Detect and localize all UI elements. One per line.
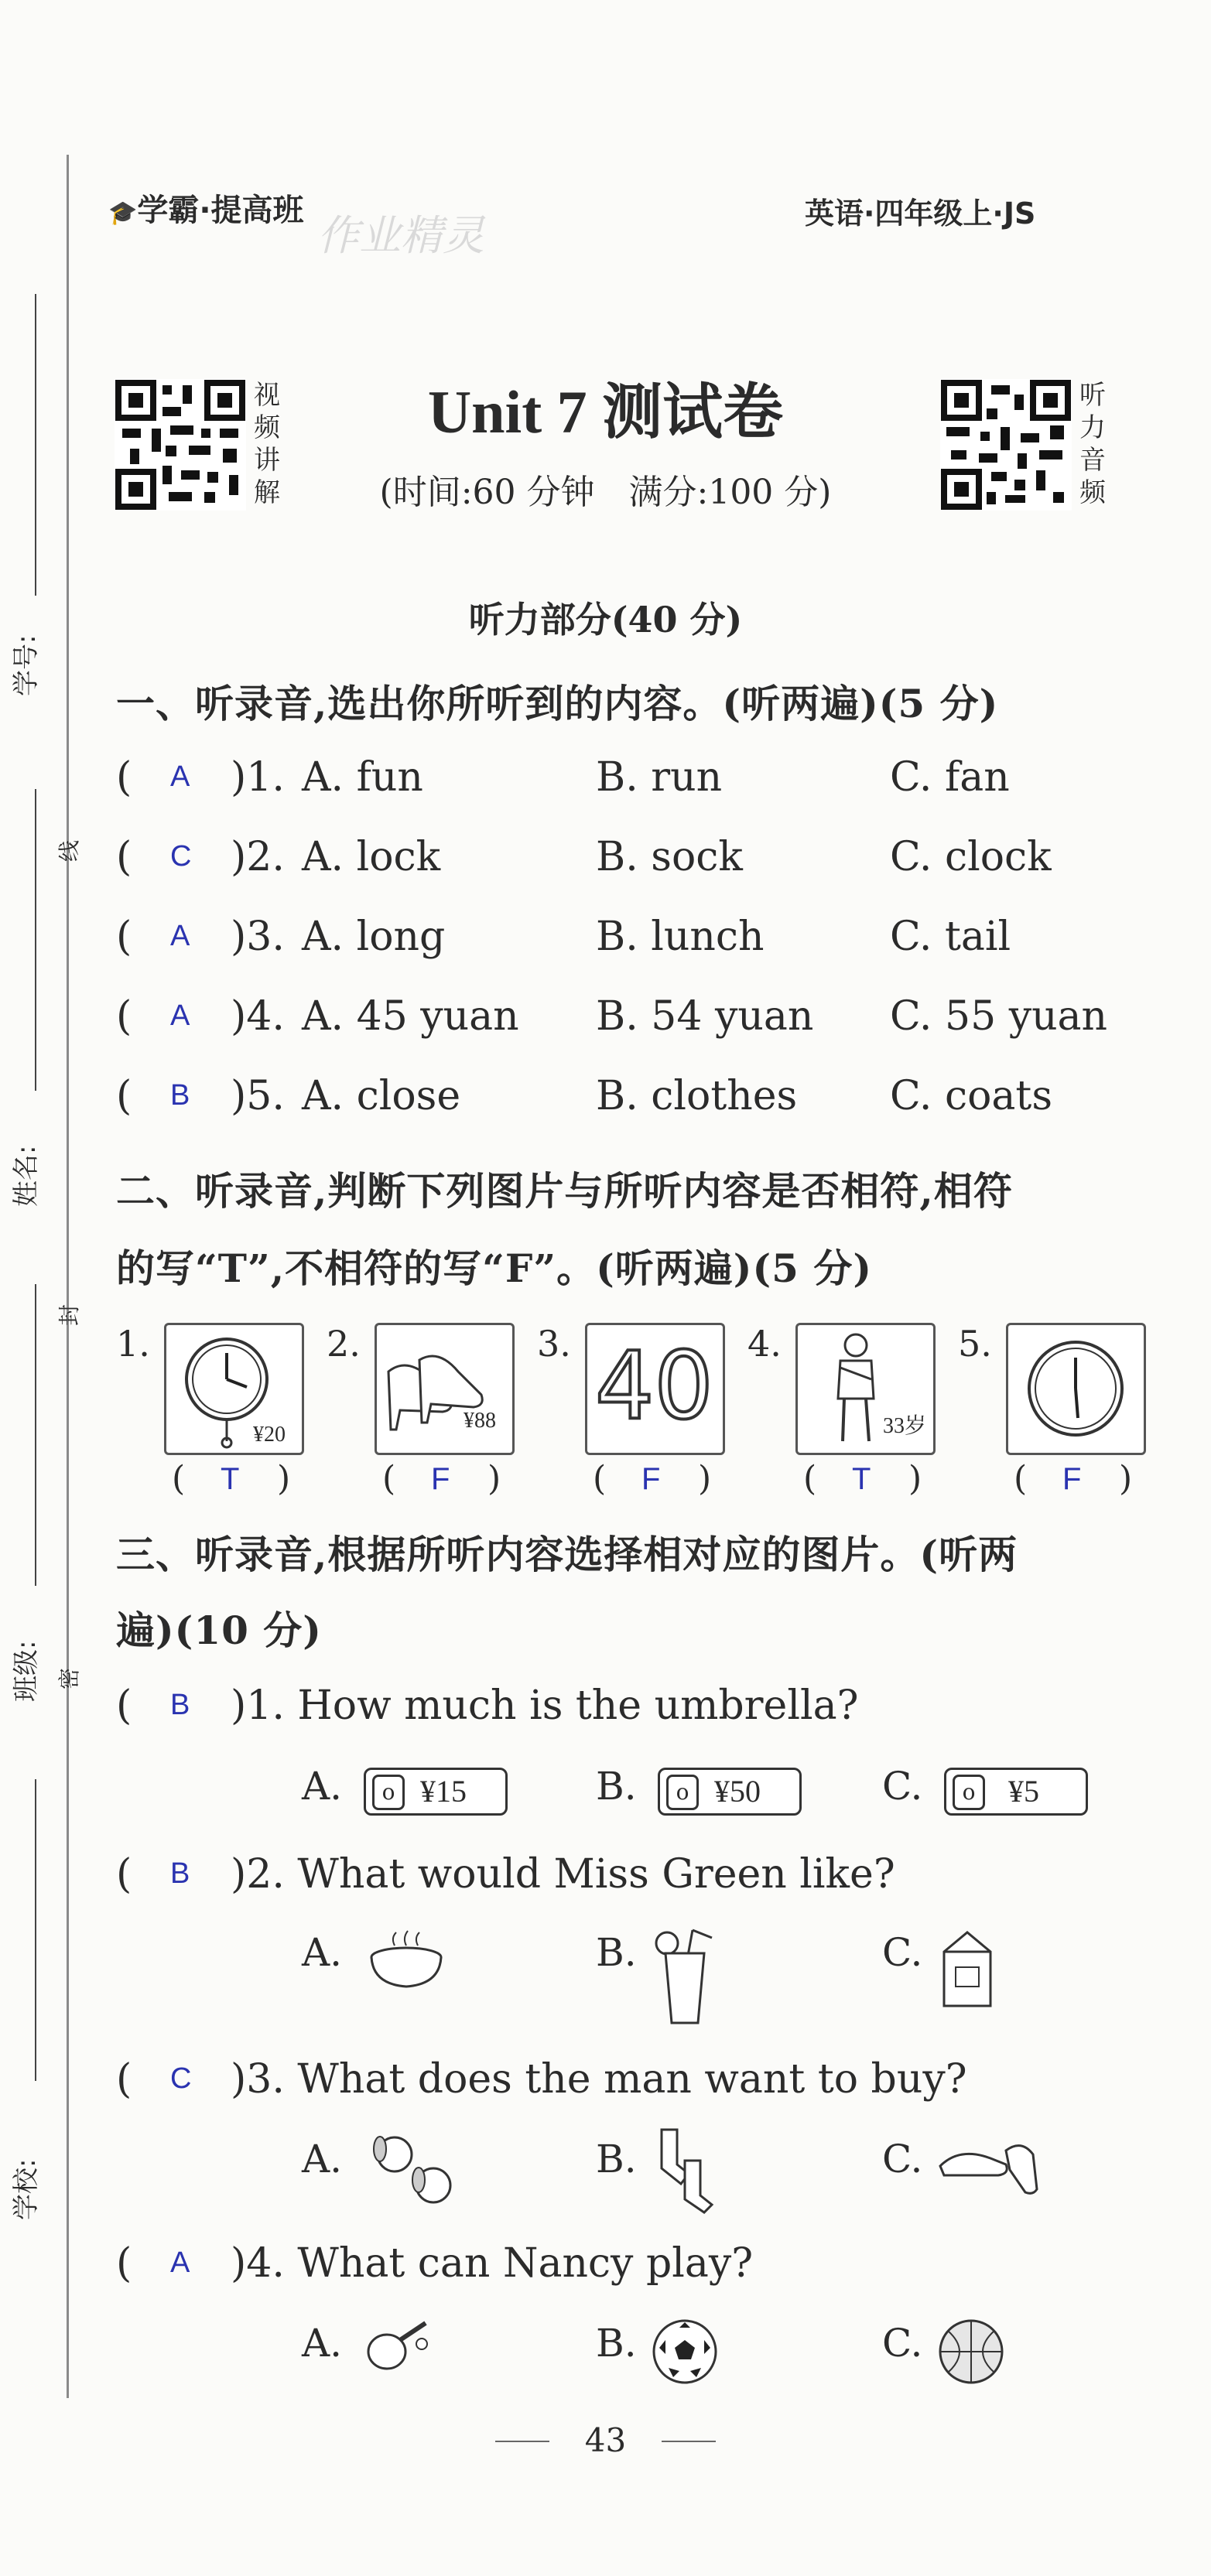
section3-heading-line1: 三、听录音,根据所听内容选择相对应的图片。(听两	[116, 1532, 1018, 1577]
toy-dogs-icon	[360, 2127, 468, 2212]
s3-q3-option-b-label: B.	[596, 2137, 637, 2181]
s2-caption-4: 33岁	[883, 1414, 927, 1438]
s1-answer-1[interactable]: A	[170, 760, 190, 793]
basketball-icon	[936, 2317, 1006, 2386]
coin-slot-icon: o	[953, 1775, 985, 1810]
s3-q1-option-b: o ¥50	[658, 1768, 802, 1816]
s3-q1-option-b-label: B.	[596, 1764, 637, 1809]
s2-answer-2[interactable]: F	[431, 1462, 450, 1496]
s3-question-1: ( B )1. How much is the umbrella?	[116, 1683, 859, 1729]
s1-row-5: ( B )5. A. close B. clothes C. coats	[116, 1073, 1053, 1119]
coin-slot-icon: o	[372, 1775, 405, 1810]
cut-char-feng: 封	[56, 1303, 83, 1327]
qr-audio-label: 听 力 音 频	[1079, 380, 1106, 508]
s2-picture-4	[795, 1323, 936, 1455]
s1-row-2: ( C )2. A. lock B. sock C. clock	[116, 834, 1052, 880]
page-title: Unit 7 测试卷	[427, 378, 784, 446]
shoes-icon	[936, 2135, 1052, 2197]
cut-char-xian: 线	[56, 839, 83, 863]
s1-row-1: ( A )1. A. fun B. run C. fan	[116, 754, 1010, 801]
label-name: 姓名:	[11, 1145, 42, 1207]
cut-char-mi: 密	[56, 1667, 83, 1690]
clock-icon	[1008, 1325, 1144, 1453]
s2-caption-2: ¥88	[464, 1409, 496, 1433]
section2-heading-line1: 二、听录音,判断下列图片与所听内容是否相符,相符	[116, 1168, 1013, 1214]
s3-q4-option-a-label: A.	[302, 2321, 343, 2366]
s2-num-4: 4.	[747, 1323, 782, 1365]
s3-question-2: ( B )2. What would Miss Green like?	[116, 1851, 895, 1898]
page-subtitle: (时间:60 分钟 满分:100 分)	[379, 473, 832, 512]
s1-answer-5[interactable]: B	[170, 1079, 190, 1112]
milk-carton-icon	[936, 1925, 998, 2010]
s3-q2-option-b-label: B.	[596, 1930, 637, 1975]
watermark: 作业精灵	[317, 211, 484, 260]
s2-answer-1[interactable]: T	[221, 1462, 240, 1496]
s3-q2-option-c-label: C.	[882, 1930, 923, 1975]
s2-picture-1	[164, 1323, 304, 1455]
s2-num-3: 3.	[537, 1323, 571, 1365]
header-left: 🎓学霸·提高班	[108, 193, 304, 228]
section3-heading-line2: 遍)(10 分)	[116, 1607, 322, 1653]
label-class: 班级:	[11, 1640, 42, 1702]
s3-question-3: ( C )3. What does the man want to buy?	[116, 2056, 967, 2103]
section2-heading-line2: 的写“T”,不相符的写“F”。(听两遍)(5 分)	[116, 1245, 872, 1291]
margin-line-2	[35, 789, 36, 1091]
s1-answer-2[interactable]: C	[170, 840, 192, 873]
s3-answer-2[interactable]: B	[170, 1857, 190, 1890]
footer-line-right	[662, 2441, 716, 2442]
page-number: 43	[584, 2421, 627, 2459]
s3-q4-option-c-label: C.	[882, 2321, 923, 2366]
s3-q1-option-c: o ¥5	[944, 1768, 1088, 1816]
s2-caption-3: 40	[595, 1333, 713, 1440]
s3-q3-option-c-label: C.	[882, 2137, 923, 2181]
s3-answer-4[interactable]: A	[170, 2246, 190, 2279]
margin-line-3	[35, 1284, 36, 1586]
header-right: 英语·四年级上·JS	[805, 196, 1036, 231]
s2-picture-3	[585, 1323, 725, 1455]
s2-answer-5[interactable]: F	[1062, 1462, 1082, 1496]
s1-answer-4[interactable]: A	[170, 999, 190, 1032]
s2-answer-3[interactable]: F	[641, 1462, 661, 1496]
s2-picture-2	[375, 1323, 515, 1455]
s3-q1-option-a-label: A.	[302, 1764, 343, 1809]
mortarboard-icon: 🎓	[108, 200, 138, 227]
s3-q1-option-a: o ¥15	[364, 1768, 508, 1816]
s2-answer-4[interactable]: T	[852, 1462, 871, 1496]
part-title: 听力部分(40 分)	[468, 599, 743, 641]
socks-icon	[650, 2126, 720, 2215]
juice-icon	[650, 1926, 720, 2027]
s1-row-4: ( A )4. A. 45 yuan B. 54 yuan C. 55 yuan	[116, 993, 1108, 1040]
s3-answer-3[interactable]: C	[170, 2062, 192, 2095]
s3-question-4: ( A )4. What can Nancy play?	[116, 2240, 754, 2287]
s1-row-3: ( A )3. A. long B. lunch C. tail	[116, 914, 1011, 960]
s3-q3-option-a-label: A.	[302, 2137, 343, 2181]
label-student-id: 学号:	[11, 634, 42, 696]
s2-num-2: 2.	[327, 1323, 361, 1365]
coin-slot-icon: o	[666, 1775, 699, 1810]
s3-q1-option-c-label: C.	[882, 1764, 923, 1809]
qr-video-label: 视 频 讲 解	[254, 380, 280, 508]
soup-icon	[364, 1926, 449, 1996]
s2-num-5: 5.	[958, 1323, 992, 1365]
s2-picture-5	[1006, 1323, 1146, 1455]
margin-line-4	[35, 1779, 36, 2081]
s3-q2-option-a-label: A.	[302, 1930, 343, 1975]
s3-q4-option-b-label: B.	[596, 2321, 637, 2366]
shoes-icon	[377, 1325, 512, 1453]
s3-answer-1[interactable]: B	[170, 1689, 190, 1721]
section1-heading: 一、听录音,选出你所听到的内容。(听两遍)(5 分)	[116, 681, 999, 726]
s2-num-1: 1.	[116, 1323, 150, 1365]
table-tennis-icon	[360, 2317, 437, 2379]
s1-answer-3[interactable]: A	[170, 920, 190, 952]
s2-caption-1: ¥20	[253, 1423, 286, 1447]
football-icon	[650, 2317, 720, 2386]
label-school: 学校:	[11, 2158, 42, 2220]
